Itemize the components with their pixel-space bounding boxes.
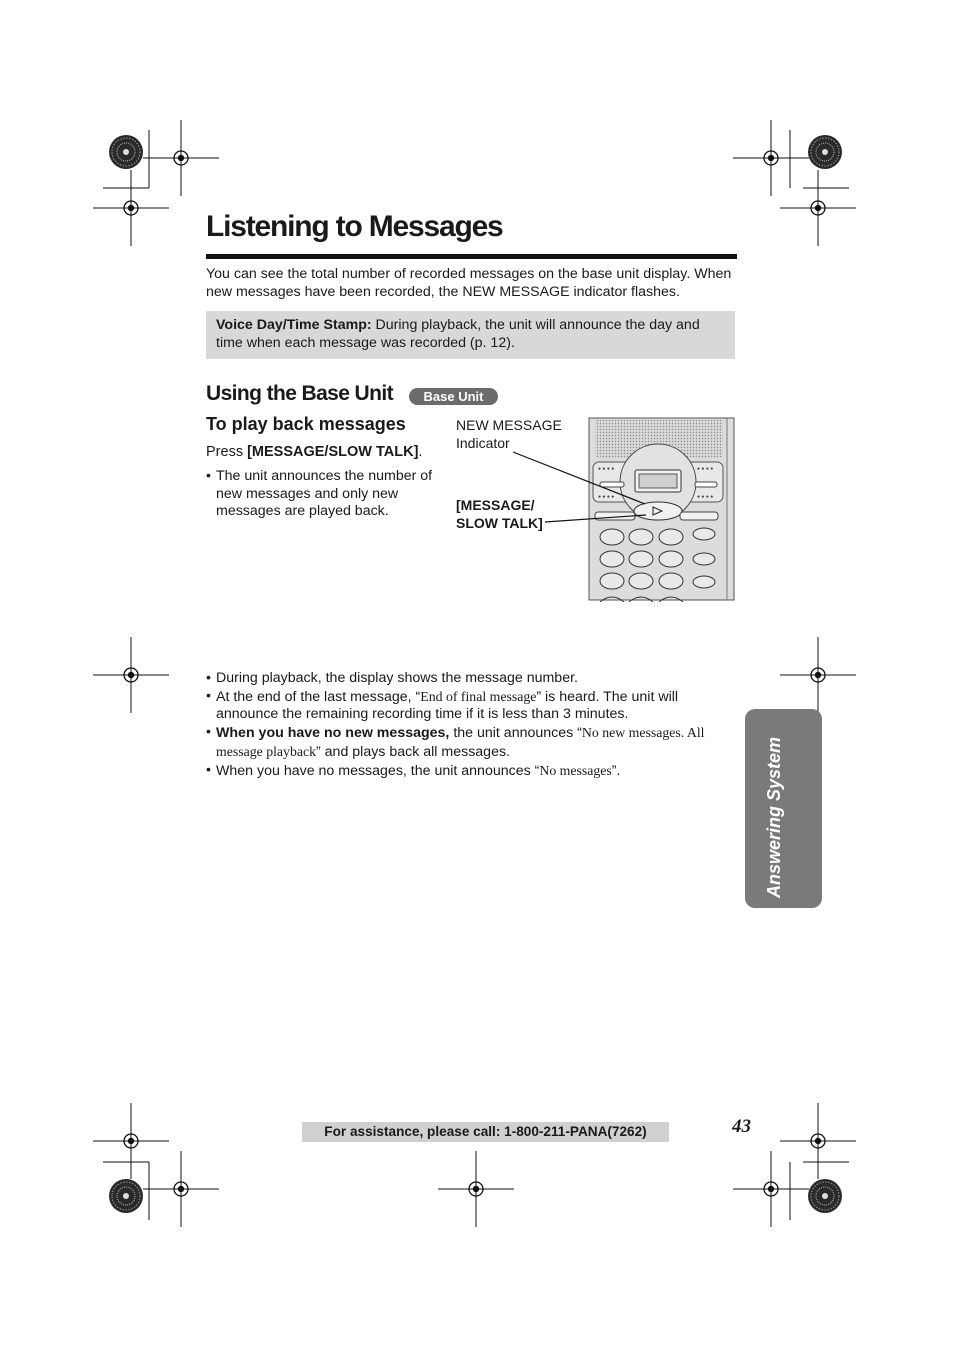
announcement-quote: End of final message [420,688,537,704]
press-key: [MESSAGE/SLOW TALK] [247,444,419,460]
base-unit-illustration [440,416,740,602]
press-suffix: . [418,444,423,460]
section-title: Using the Base Unit [206,382,393,405]
list-item [206,762,726,781]
bullet-text: At the end of the last message, “ [216,688,421,705]
svg-text:● ● ● ●: ● ● ● ● [598,466,615,472]
press-prefix: Press [206,444,248,460]
bullet-bold: When you have no new messages, [216,725,450,742]
bullet-text: ” and plays back all messages. [316,743,510,760]
base-unit-badge: Base Unit [409,388,498,405]
bullet-text: ”. [611,762,621,779]
side-tab-label: Answering System [764,736,784,898]
page-number: 43 [732,1116,751,1137]
press-instruction [206,444,422,460]
assistance-footer: For assistance, please call: 1-800-211-PANA(7262) [302,1122,669,1142]
bullet-text: the unit announces “ [449,725,582,742]
subsection-title: To play back messages [206,414,406,434]
bullet-text: When you have no messages, the unit announces “ [216,762,540,779]
title-rule [206,254,737,259]
label-line: [MESSAGE/ [456,497,535,513]
playback-notes-list [206,670,726,780]
announcement-quote: No messages [539,762,612,778]
label-line: SLOW TALK] [456,514,543,531]
announcement-quote: No new messages. All message playback [216,725,705,759]
note-label: Voice Day/Time Stamp: [216,317,372,333]
svg-text:● ● ● ●: ● ● ● ● [697,494,714,500]
label-line: Indicator [456,434,510,451]
list-item [206,670,726,688]
intro-paragraph: You can see the total number of recorded messages on the base unit display. When new messages have been recorded, the NEW MESSAGE indicator flashes. [206,266,732,300]
list-item [206,724,726,761]
svg-text:● ● ● ●: ● ● ● ● [697,466,714,472]
page-title: Listening to Messages [206,210,503,243]
svg-text:● ● ● ●: ● ● ● ● [598,494,615,500]
note-text [216,317,726,352]
list-item: • The unit announces the number of new messages and only new messages are played back. [206,468,442,521]
answering-system-tab [745,709,822,908]
subsection-bullets [206,468,442,521]
label-line: NEW MESSAGE [456,417,562,433]
bullet-text: During playback, the display shows the message number. [216,670,578,686]
bullet-text: ” is heard. The unit will announce the remaining recording time if it is less than 3 minutes. [216,688,679,723]
note-box [206,311,735,359]
note-body: During playback, the unit will announce the day and time when each message was recorded (p. 12). [216,317,700,351]
list-item [206,688,726,724]
